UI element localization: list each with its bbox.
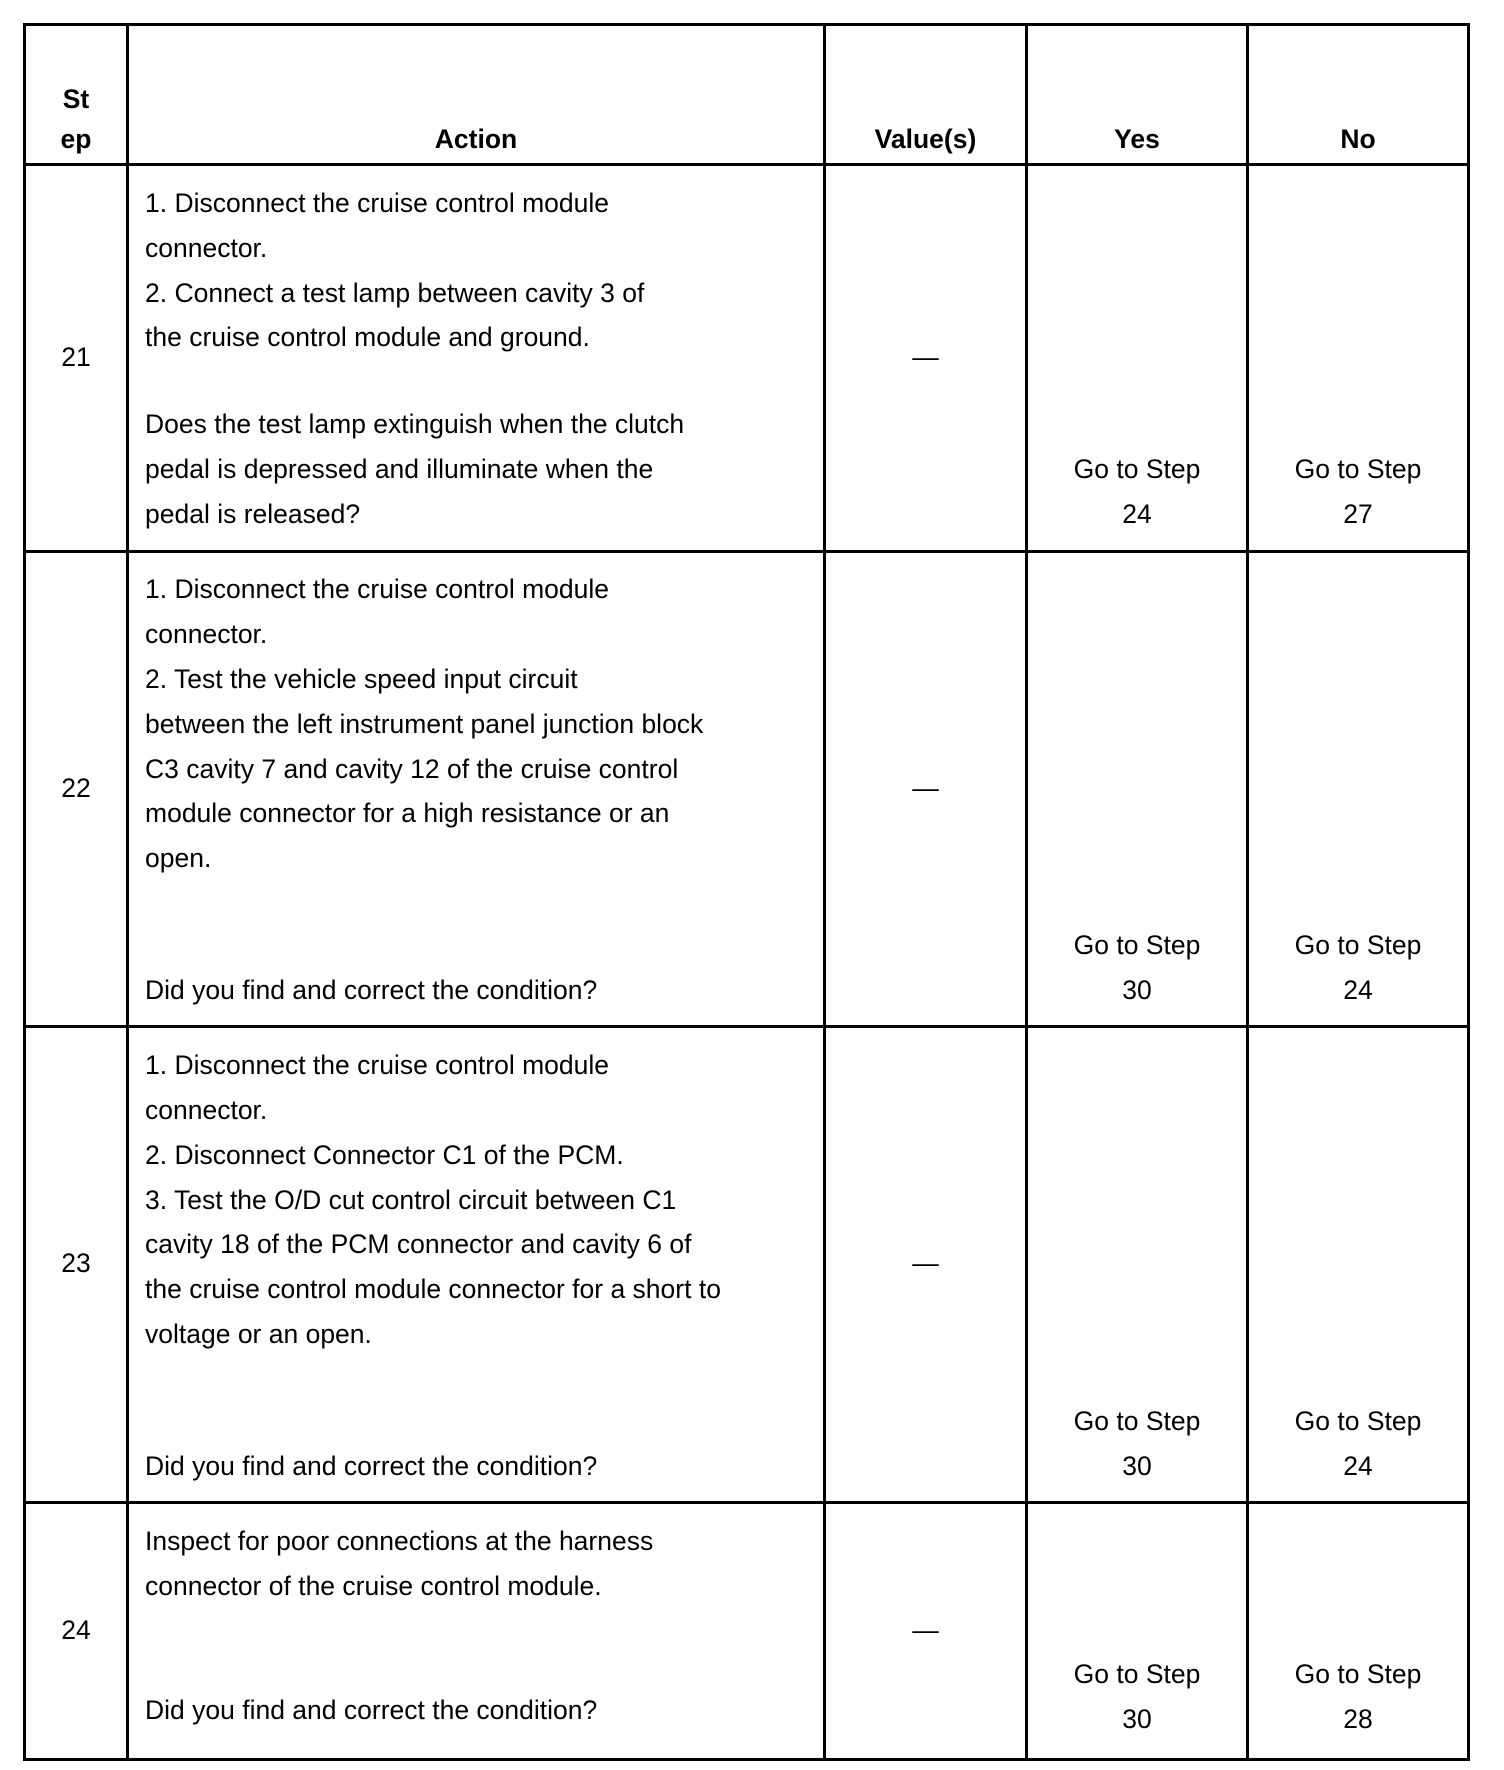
header-step-line1: St xyxy=(62,84,90,114)
value-dash: — xyxy=(912,1615,939,1645)
no-goto-step: 28 xyxy=(1343,1704,1373,1734)
no-goto-label: Go to Step xyxy=(1294,454,1422,484)
no-goto-label: Go to Step xyxy=(1294,1659,1422,1689)
action-line: 1. Disconnect the cruise control module xyxy=(145,188,609,218)
action-line: Inspect for poor connections at the harness xyxy=(145,1526,654,1556)
no-goto-step: 24 xyxy=(1343,975,1373,1005)
action-line: the cruise control module and ground. xyxy=(145,322,590,352)
action-line: open. xyxy=(145,843,212,873)
action-question: Did you find and correct the condition? xyxy=(145,1451,598,1481)
no-goto-step: 27 xyxy=(1343,499,1373,529)
yes-goto-label: Go to Step xyxy=(1073,1406,1201,1436)
header-action: Action xyxy=(434,124,518,154)
header-step-line2: ep xyxy=(60,124,92,154)
no-goto-label: Go to Step xyxy=(1294,1406,1422,1436)
yes-goto-step: 30 xyxy=(1122,1704,1152,1734)
action-question: Did you find and correct the condition? xyxy=(145,975,598,1005)
header-no: No xyxy=(1340,124,1376,154)
action-question: pedal is depressed and illuminate when the xyxy=(145,454,654,484)
no-goto-label: Go to Step xyxy=(1294,930,1422,960)
step-number: 24 xyxy=(61,1615,91,1645)
action-line: 2. Test the vehicle speed input circuit xyxy=(145,664,578,694)
action-line: 1. Disconnect the cruise control module xyxy=(145,1050,609,1080)
yes-goto-label: Go to Step xyxy=(1073,454,1201,484)
action-line: 3. Test the O/D cut control circuit between C1 xyxy=(145,1185,677,1215)
header-divider xyxy=(23,163,1470,166)
action-line: 2. Disconnect Connector C1 of the PCM. xyxy=(145,1140,624,1170)
action-line: 1. Disconnect the cruise control module xyxy=(145,574,609,604)
action-line: cavity 18 of the PCM connector and cavity 6 of xyxy=(145,1229,692,1259)
action-line: voltage or an open. xyxy=(145,1319,372,1349)
step-number: 21 xyxy=(61,342,91,372)
action-question: Did you find and correct the condition? xyxy=(145,1695,598,1725)
action-line: connector. xyxy=(145,619,268,649)
value-dash: — xyxy=(912,342,939,372)
action-line: the cruise control module connector for a short to xyxy=(145,1274,721,1304)
row-divider-23 xyxy=(23,1501,1470,1504)
row-divider-22 xyxy=(23,1025,1470,1028)
action-line: between the left instrument panel junction block xyxy=(145,709,704,739)
value-dash: — xyxy=(912,1248,939,1278)
action-line: connector. xyxy=(145,233,268,263)
header-yes: Yes xyxy=(1114,124,1160,154)
value-dash: — xyxy=(912,773,939,803)
header-values: Value(s) xyxy=(874,124,977,154)
action-line: connector of the cruise control module. xyxy=(145,1571,602,1601)
yes-goto-step: 30 xyxy=(1122,1451,1152,1481)
step-number: 22 xyxy=(61,773,91,803)
yes-goto-step: 30 xyxy=(1122,975,1152,1005)
yes-goto-step: 24 xyxy=(1122,499,1152,529)
action-line: C3 cavity 7 and cavity 12 of the cruise control xyxy=(145,754,679,784)
table-border-bottom xyxy=(23,1758,1470,1761)
action-line: 2. Connect a test lamp between cavity 3 of xyxy=(145,278,645,308)
action-line: module connector for a high resistance or an xyxy=(145,798,670,828)
yes-goto-label: Go to Step xyxy=(1073,1659,1201,1689)
yes-goto-label: Go to Step xyxy=(1073,930,1201,960)
no-goto-step: 24 xyxy=(1343,1451,1373,1481)
row-divider-21 xyxy=(23,550,1470,553)
table-border-top xyxy=(23,23,1470,26)
action-question: Does the test lamp extinguish when the clutch xyxy=(145,409,685,439)
action-line: connector. xyxy=(145,1095,268,1125)
step-number: 23 xyxy=(61,1248,91,1278)
action-question: pedal is released? xyxy=(145,499,361,529)
